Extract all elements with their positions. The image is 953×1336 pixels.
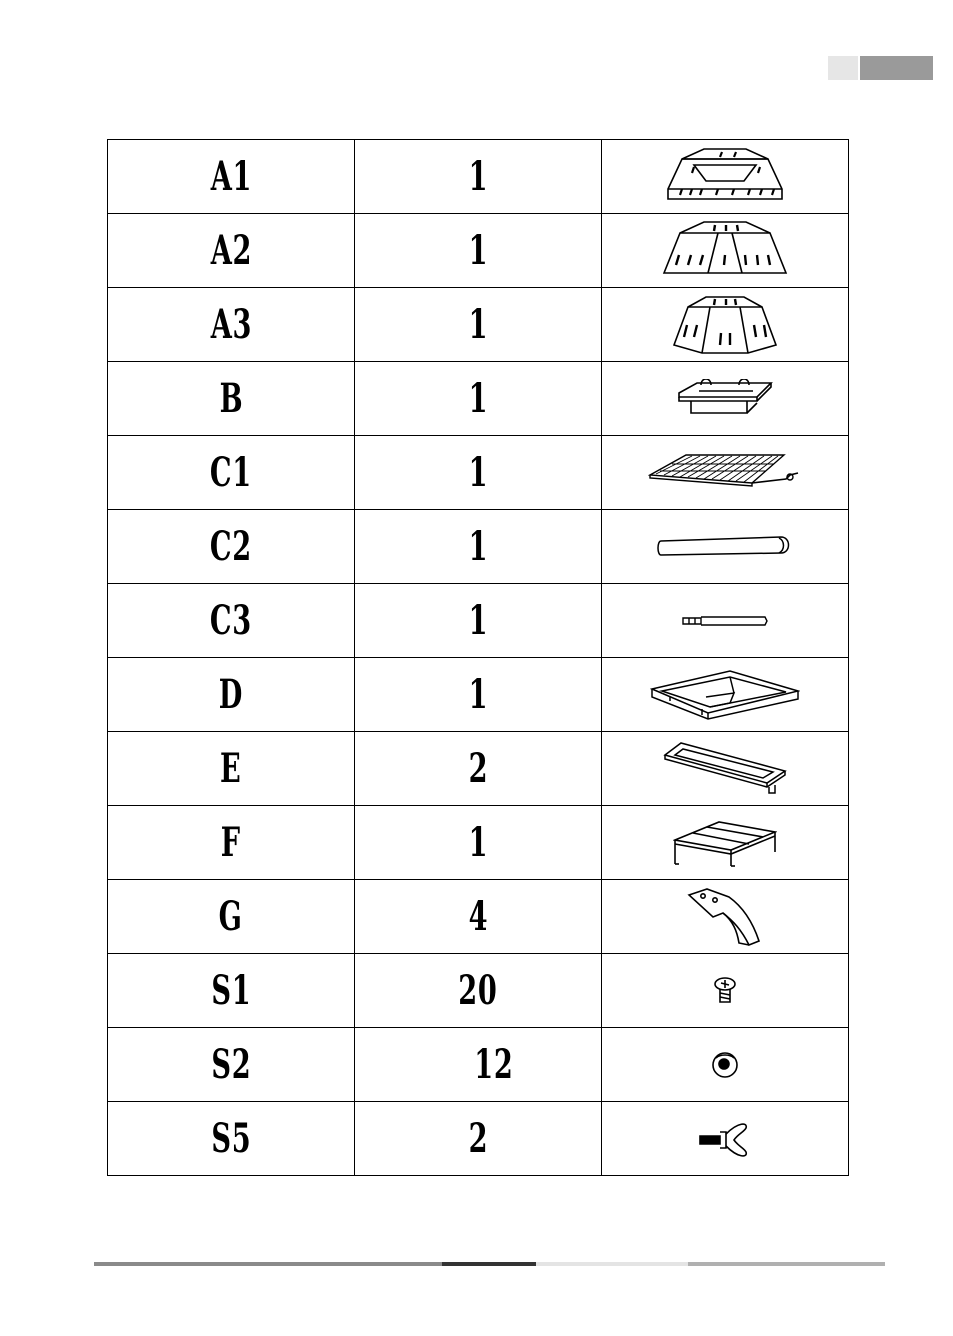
table-row (108, 1028, 849, 1102)
part-quantity: 20 (458, 967, 498, 1014)
part-quantity: 1 (468, 671, 488, 718)
footer-rule-light (536, 1262, 688, 1266)
part-quantity: 1 (468, 449, 488, 496)
header-tab-dark (860, 56, 933, 80)
washer-icon (710, 1050, 740, 1080)
part-quantity: 1 (468, 153, 488, 200)
table-row (108, 732, 849, 806)
screw-icon (712, 976, 738, 1006)
side-shelf-frame-icon (663, 741, 787, 797)
part-quantity: 1 (468, 819, 488, 866)
part-illustration (602, 732, 849, 806)
grill-grate-icon (648, 453, 802, 493)
part-quantity: 1 (468, 227, 488, 274)
handle-rod-icon (681, 614, 769, 628)
part-quantity: 4 (468, 893, 488, 940)
part-illustration (602, 362, 849, 436)
part-code: E (220, 745, 242, 792)
part-code: C1 (210, 449, 252, 496)
fire-pit-top-ring-icon (660, 147, 790, 207)
part-quantity: 2 (468, 1115, 488, 1162)
part-illustration (602, 288, 849, 362)
handle-tube-icon (655, 533, 795, 561)
part-quantity: 2 (468, 745, 488, 792)
table-row (108, 806, 849, 880)
fire-pit-middle-ring-icon (660, 219, 790, 283)
part-code: S5 (211, 1115, 251, 1162)
table-row (108, 510, 849, 584)
part-code: D (218, 671, 244, 718)
part-illustration (602, 880, 849, 954)
part-illustration (602, 510, 849, 584)
part-quantity: 1 (468, 523, 488, 570)
part-code: S2 (211, 1041, 251, 1088)
part-code: B (219, 375, 243, 422)
ash-pan-icon (650, 669, 800, 721)
table-row (108, 436, 849, 510)
part-illustration (602, 806, 849, 880)
footer-rule-accent (442, 1262, 536, 1266)
part-code: G (219, 893, 243, 940)
part-illustration (602, 214, 849, 288)
part-code: A2 (210, 227, 252, 274)
part-code: C3 (210, 597, 252, 644)
part-illustration (602, 584, 849, 658)
header-tab-light (828, 56, 858, 80)
part-illustration (602, 140, 849, 214)
part-illustration (602, 954, 849, 1028)
part-code: A3 (210, 301, 252, 348)
part-illustration (602, 1028, 849, 1102)
footer-rule-left (94, 1262, 442, 1266)
fire-pit-bottom-ring-icon (670, 293, 780, 357)
part-code: S1 (211, 967, 251, 1014)
table-row (108, 954, 849, 1028)
part-code: C2 (210, 523, 252, 570)
part-illustration (602, 436, 849, 510)
table-row (108, 1102, 849, 1176)
table-row (108, 880, 849, 954)
stand-frame-icon (673, 818, 777, 868)
part-quantity: 1 (468, 301, 488, 348)
footer-rule-right (688, 1262, 885, 1266)
table-row (108, 288, 849, 362)
part-quantity: 1 (468, 375, 488, 422)
parts-list-table (107, 139, 849, 1176)
part-quantity: 12 (474, 1041, 514, 1088)
table-row (108, 140, 849, 214)
table-row (108, 214, 849, 288)
part-code: F (221, 819, 241, 866)
curved-leg-bracket-icon (687, 887, 763, 947)
table-row (108, 658, 849, 732)
charcoal-tray-icon (677, 379, 773, 419)
part-code: A1 (210, 153, 252, 200)
part-quantity: 1 (468, 597, 488, 644)
table-row (108, 362, 849, 436)
part-illustration (602, 658, 849, 732)
wing-bolt-icon (698, 1118, 752, 1160)
table-row (108, 584, 849, 658)
part-illustration (602, 1102, 849, 1176)
